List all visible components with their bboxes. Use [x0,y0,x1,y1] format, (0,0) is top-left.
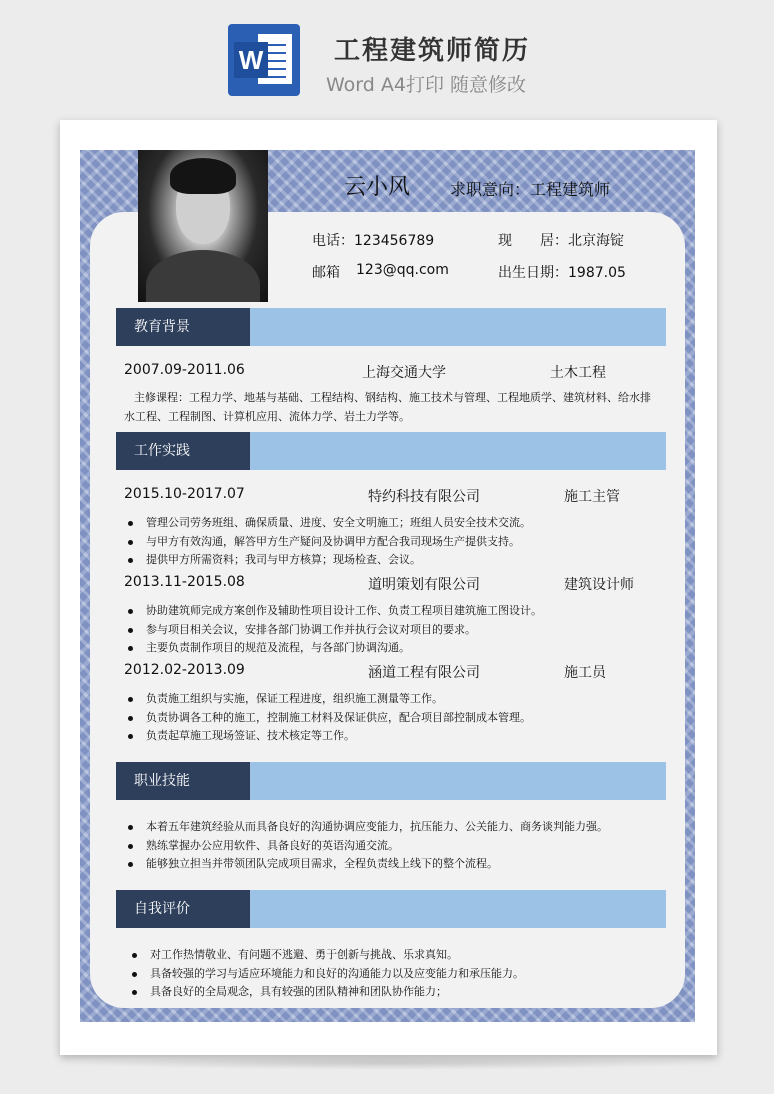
email-label: 邮箱 [312,265,340,281]
banner-subtitle: Word A4打印 随意修改 [326,74,527,96]
list-item: 主要负责制作项目的规范及流程，与各部门协调沟通。 [124,639,664,658]
job-date: 2015.10-2017.07 [124,486,245,502]
section-evaluation [116,890,666,928]
banner-title: 工程建筑师简历 [334,36,531,66]
job-position: 施工员 [564,665,606,681]
edu-major: 土木工程 [550,365,606,381]
banner [0,0,774,110]
candidate-name: 云小风 [344,175,411,200]
content-panel [90,175,685,1008]
section-education-title: 教育背景 [116,308,250,346]
list-item: 对工作热情敬业、有问题不逃避、勇于创新与挑战、乐求真知。 [128,946,668,965]
job-company: 涵道工程有限公司 [368,665,480,681]
list-item: 能够独立担当并带领团队完成项目需求，全程负责线上线下的整个流程。 [124,855,664,874]
skills-list [124,818,664,874]
list-item: 具备较强的学习与适应环境能力和良好的沟通能力以及应变能力和承压能力。 [128,965,668,984]
decorative-frame [80,150,695,1022]
job-date: 2012.02-2013.09 [124,662,245,678]
job-duties [124,602,664,658]
list-item: 协助建筑师完成方案创作及辅助性项目设计工作、负责工程项目建筑施工图设计。 [124,602,664,621]
section-education [116,308,666,346]
page-shadow [70,1056,710,1070]
profile-photo [138,150,268,302]
job-duties [124,690,664,746]
list-item: 负责施工组织与实施，保证工程进度，组织施工测量等工作。 [124,690,664,709]
job-position: 施工主管 [564,489,620,505]
word-icon [228,24,300,96]
job-company: 道明策划有限公司 [368,577,480,593]
job-company: 特约科技有限公司 [368,489,480,505]
job-intent: 求职意向：工程建筑师 [450,180,611,199]
list-item: 熟练掌握办公应用软件、具备良好的英语沟通交流。 [124,837,664,856]
section-work [116,432,666,470]
residence: 现 居：北京海锭 [498,233,624,249]
job-date: 2013.11-2015.08 [124,574,245,590]
edu-date: 2007.09-2011.06 [124,362,245,378]
edu-courses: 主修课程：工程力学、地基与基础、工程结构、钢结构、施工技术与管理、工程地质学、建筑材料、给水排水工程、工程制图、计算机应用、流体力学、岩土力学等。 [124,391,651,423]
list-item: 负责协调各工种的施工，控制施工材料及保证供应，配合项目部控制成本管理。 [124,709,664,728]
list-item: 本着五年建筑经验从而具备良好的沟通协调应变能力，抗压能力、公关能力、商务谈判能力强。 [124,818,664,837]
job-position: 建筑设计师 [564,577,634,593]
edu-school: 上海交通大学 [362,365,446,381]
list-item: 提供甲方所需资料；我司与甲方核算；现场检查、会议。 [124,551,664,570]
section-skills [116,762,666,800]
list-item: 具备良好的全局观念，具有较强的团队精神和团队协作能力； [128,983,668,1002]
list-item: 参与项目相关会议，安排各部门协调工作并执行会议对项目的要求。 [124,621,664,640]
evaluation-list [128,946,668,1002]
section-work-title: 工作实践 [116,432,250,470]
list-item: 与甲方有效沟通，解答甲方生产疑问及协调甲方配合我司现场生产提供支持。 [124,533,664,552]
phone: 电话：123456789 [312,233,435,249]
job-duties [124,514,664,570]
word-icon-letter: W [234,42,268,78]
list-item: 管理公司劳务班组、确保质量、进度、安全文明施工；班组人员安全技术交流。 [124,514,664,533]
email-value: 123@qq.com [356,262,449,278]
resume-page [60,120,717,1055]
birth-date: 出生日期：1987.05 [498,265,626,281]
list-item: 负责起草施工现场签证、技术核定等工作。 [124,727,664,746]
section-evaluation-title: 自我评价 [116,890,250,928]
section-skills-title: 职业技能 [116,762,250,800]
